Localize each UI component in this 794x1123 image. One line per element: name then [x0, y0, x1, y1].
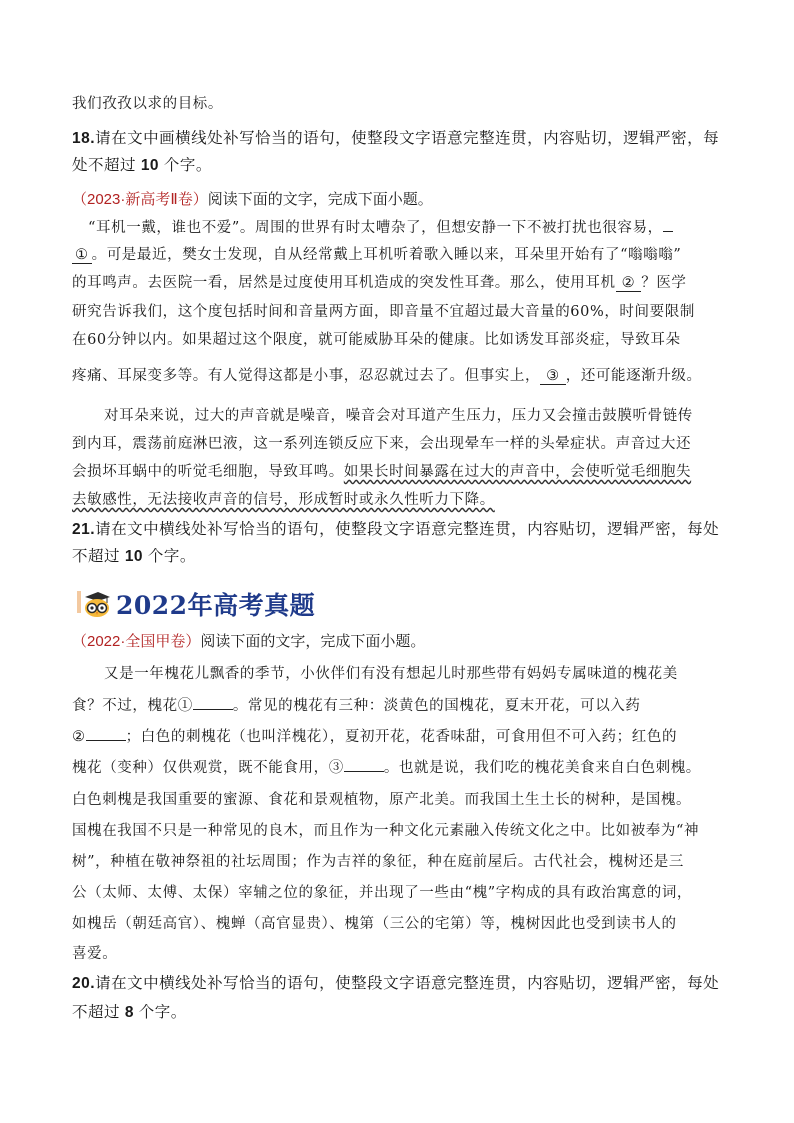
paragraph-line: 白色刺槐是我国重要的蜜源、食花和景观植物，原产北美。而我国土生土长的树种，是国槐。: [72, 792, 692, 808]
question-text: 不超过: [72, 548, 125, 565]
paragraph-line: 研究告诉我们，这个度包括时间和音量两方面，即音量不宜超过最大音量的60%，时间要限制: [72, 304, 695, 320]
question-text: 请在文中横线处补写恰当的语句，使整段文字语意完整连贯，内容贴切，逻辑严密，每处: [95, 521, 720, 538]
char-limit: 8: [124, 1004, 134, 1021]
text: ？医学: [641, 275, 687, 291]
text: 食？不过，槐花①: [72, 698, 193, 714]
paragraph-line: 树”，种植在敬神祭祖的社坛周围；作为吉祥的象征，种在庭前屋后。古代社会，槐树还是三: [72, 854, 685, 870]
section-heading: [76, 586, 315, 622]
source-line-2022: [72, 632, 425, 652]
source-instruction: 阅读下面的文字，完成下面小题。: [200, 633, 426, 650]
question-text: 个字。: [133, 1004, 187, 1021]
question-text: 不超过: [72, 1004, 125, 1021]
paragraph-line: [72, 490, 495, 510]
question-text: 处不超过: [72, 157, 141, 174]
question-20-line2: [72, 1003, 187, 1023]
paragraph-line: [72, 366, 702, 386]
paragraph-line: [72, 695, 641, 716]
question-21-line2: [72, 547, 196, 567]
text: ②: [72, 729, 86, 745]
question-18-line2: [72, 156, 212, 176]
text: 疼痛、耳屎变多等。有人觉得这都是小事，忍忍就过去了。但事实上，: [72, 368, 541, 384]
source-line-2023: [72, 190, 433, 210]
paragraph-line: 到内耳，震荡前庭淋巴液，这一系列连锁反应下来，会出现晕车一样的头晕症状。声音过大还: [72, 436, 692, 452]
blank-2: [86, 726, 126, 741]
source-tag: （2023·新高考Ⅱ卷）: [72, 191, 208, 208]
paragraph-line: [72, 757, 701, 778]
paragraph-line: [72, 245, 681, 265]
paragraph-line: 如槐岳（朝廷高官）、槐蝉（高官显贵）、槐第（三公的宅第）等，槐树因此也受到读书人的: [72, 916, 677, 932]
paragraph-line: 我们孜孜以求的目标。: [72, 96, 223, 112]
section-title: 2022年高考真题: [116, 591, 316, 620]
text: “耳机一戴，谁也不爱”。周围的世界有时太嘈杂了，但想安静一下不被打扰也很容易，: [88, 220, 663, 236]
wavy-underlined-text: 去敏感性，无法接收声音的信号，形成暂时或永久性听力下降。: [72, 492, 495, 508]
question-number: 18.: [72, 130, 96, 147]
text: 。也就是说，我们吃的槐花美食来自白色刺槐。: [383, 760, 701, 776]
question-text: 请在文中横线处补写恰当的语句，使整段文字语意完整连贯，内容贴切，逻辑严密，每处: [95, 975, 720, 992]
wavy-underlined-text: 如果长时间暴露在过大的声音中，会使听觉毛细胞失: [343, 464, 692, 480]
char-limit: 10: [124, 548, 144, 565]
question-20-line1: [72, 974, 719, 994]
text: 会损坏耳蜗中的听觉毛细胞，导致耳鸣。: [72, 464, 344, 480]
blank-3: [344, 757, 384, 772]
paragraph-line: [72, 462, 691, 482]
text: 。常见的槐花有三种：淡黄色的国槐花，夏末开花，可以入药: [232, 698, 641, 714]
paragraph-line: 喜爱。: [72, 946, 118, 962]
question-18-line1: [72, 129, 719, 149]
blank-1: [193, 695, 233, 710]
text: 的耳鸣声。去医院一看，居然是过度使用耳机造成的突发性耳聋。那么，使用耳机: [72, 275, 616, 291]
blank-2: ②: [616, 275, 642, 292]
char-limit: 10: [140, 157, 160, 174]
paragraph-line: 国槐在我国不只是一种常见的良木，而且作为一种文化元素融入传统文化之中。比如被奉为“神: [72, 823, 700, 839]
owl-logo-icon: [76, 589, 110, 619]
blank-1: ①: [72, 247, 92, 264]
blank: [663, 217, 673, 232]
source-tag: （2022·全国甲卷）: [72, 633, 201, 650]
paragraph-line: 在60分钟以内。如果超过这个限度，就可能威胁耳朵的健康。比如诱发耳部炎症，导致耳朵: [72, 332, 681, 348]
paragraph-line: 公（太师、太傅、太保）宰辅之位的象征，并出现了一些由“槐”字构成的具有政治寓意的词，: [72, 885, 693, 901]
question-21-line1: [72, 520, 719, 540]
paragraph-line: 对耳朵来说，过大的声音就是噪音，噪音会对耳道产生压力，压力又会撞击鼓膜听骨链传: [104, 408, 693, 424]
question-text: 个字。: [143, 548, 196, 565]
question-number: 20.: [72, 975, 96, 992]
question-text: 个字。: [159, 157, 212, 174]
paragraph-line: [72, 726, 677, 747]
paragraph-line: 又是一年槐花儿飘香的季节，小伙伴们有没有想起儿时那些带有妈妈专属味道的槐花美: [104, 666, 678, 682]
blank-3: ③: [540, 368, 566, 385]
paragraph-line: [88, 217, 673, 238]
text: 槐花（变种）仅供观赏，既不能食用，③: [72, 760, 344, 776]
question-text: 请在文中画横线处补写恰当的语句，使整段文字语意完整连贯，内容贴切，逻辑严密，每: [95, 130, 720, 147]
text: ，还可能逐渐升级。: [565, 368, 702, 384]
question-number: 21.: [72, 521, 96, 538]
text: 。可是最近，樊女士发现，自从经常戴上耳机听着歌入睡以来，耳朵里开始有了“嗡嗡嗡”: [91, 247, 682, 263]
text: ；白色的刺槐花（也叫洋槐花），夏初开花，花香味甜，可食用但不可入药；红色的: [125, 729, 678, 745]
source-instruction: 阅读下面的文字，完成下面小题。: [207, 191, 433, 208]
paragraph-line: [72, 273, 687, 293]
